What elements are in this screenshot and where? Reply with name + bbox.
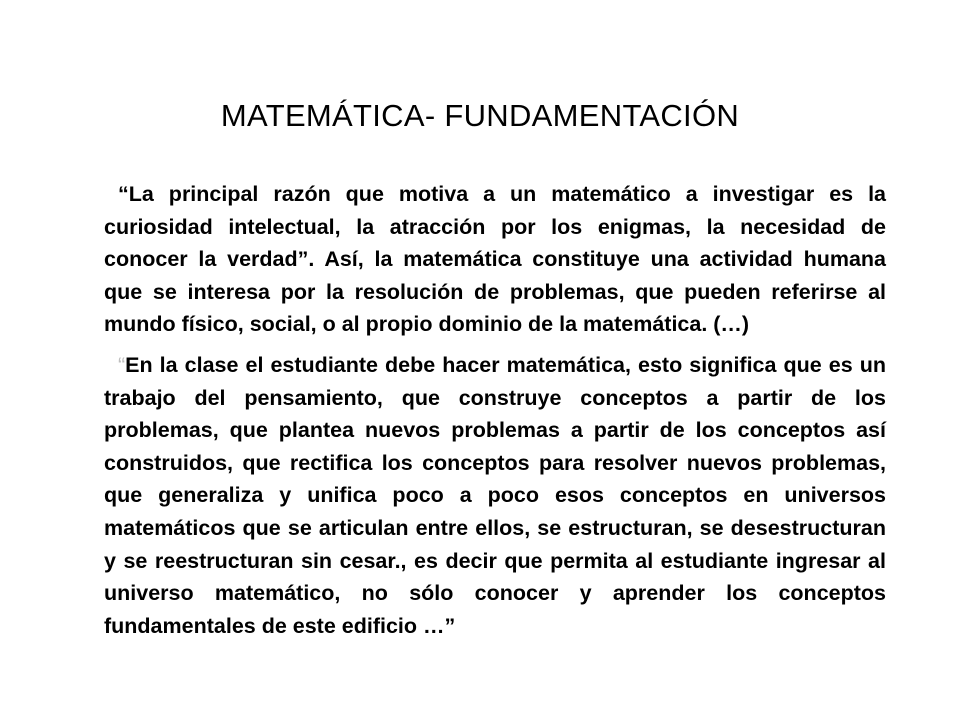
quote-paragraph-2: [104, 349, 886, 642]
quote-paragraph-2-text: En la clase el estudiante debe hacer matemática, esto significa que es un trabajo del pensamiento, que construye conceptos a partir de los problemas, que plantea nuevos problemas a partir de los conceptos así construidos, que rectifica los conceptos para resolver nuevos problemas, que generaliza y unifica poco a poco esos conceptos en universos matemáticos que se articulan entre ellos, se estructuran, se desestructuran y se reestructuran sin cesar., es decir que permita al estudiante ingresar al universo matemático, no sólo conocer y aprender los conceptos fundamentales de este edificio …”: [104, 352, 886, 638]
slide-title: MATEMÁTICA- FUNDAMENTACIÓN: [220, 98, 740, 133]
slide-body: [104, 178, 886, 642]
quote-paragraph-1: “La principal razón que motiva a un matemático a investigar es la curiosidad intelectual, la atracción por los enigmas, la necesidad de conocer la verdad”. Así, la matemática constituye una actividad humana que se interesa por la resolución de problemas, que pueden referirse al mundo físico, social, o al propio dominio de la matemática. (…): [104, 182, 886, 337]
open-quote-mark: “: [118, 352, 126, 377]
